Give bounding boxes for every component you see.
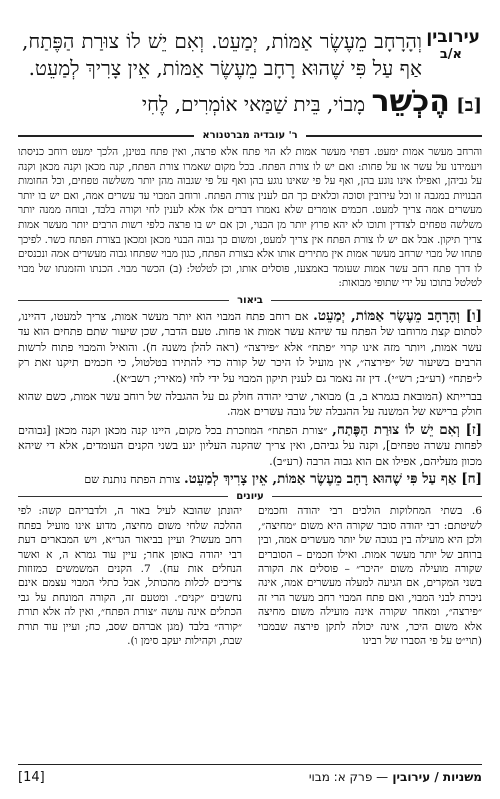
mishnah-continuation: וְהָרָחָב מֵעֶשֶׂר אַמּוֹת, יְמַעֵט. וְאִם יֵשׁ לוֹ צוּרַת הַפֶּתַח, אַף עַל פִּי שֶׁהוּא רָחָב מֵעֶשֶׂר אַמּוֹת, אֵין צָרִיךְ לְמַעֵט.: [22, 29, 422, 80]
mishnah-block: [18, 28, 482, 82]
biur-headword: [ו] וְהָרָחָב מֵעֶשֶׂר אַמּוֹת, יְמַעֵט.: [313, 307, 482, 324]
mishnah-2-headword: הֶכְשֵׁר: [371, 84, 450, 119]
biur-text: צורת הפתח נותנת שם: [84, 473, 181, 486]
iyunim-column-left: [18, 504, 242, 651]
book-title: משניות / עירובין: [392, 770, 482, 784]
biur-text: ״צורת הפתח״ המוזכרת בכל מקום, היינו קנה מכאן וקנה מכאן [גבוהים לפחות עשרה טפחים], וקנה על גביהם, ואין צריך שהקנה העליון יגע בשני הקנים העומדים, אלא די שיהא מכוון מעליהם, אפילו אם הוא גבוה הרבה (רע״ב).: [18, 423, 482, 468]
mishnah-2-start: [18, 84, 482, 120]
bartenura-text: והרחב מעשר אמות ימעט. דפתי מעשר אמות לא הוי פתח אלא פרצה, ואין פתח בטינן, הלכך ימעט רוחב כניסתו ויעמידנו על עשר או על פחות: ואם יש לו צורת הפתח. בכל מקום שאמרו צורת הפתח, קנה מכאן וקנה מכאן וקנה על גביהן, ואפילו אינו נוגע בהן, ואף על פי שאינו נוגע בהן ואף על פי שגבוה מהן יותר משלשה טפחים, וכל החומות הבנויות במגבה זו וכל עירובין וסוכה וכלאים כך הם לענין צורת הפתח. ורוחב המבוי עד עשרים אמה, ואם יש בו יותר מעשרים אמה צריך למעט. חכמים אומרים שלא נאמרו דברים אלו אלא לענין לחי וקורה בלבד, ובוחה ממנה יותר משלשה טפחים לצדדין ותוכו לא יהא פרוץ יותר מן הבנוי, וכן אם יש בו פרצה כלפי רשות הרבים יותר מעשר אמות צריך תיקון. אבל אם יש לו צורת הפתח אין צריך למעט, ומשום כך גבוה הבנוי מכאן ומכאן בצורת הפתח כשר. לפיכך פתחו של מבוי שרחב מעשר אמות אין מתירים אותו אלא בצורת הפתח, כגון מבוי שפתחו גבוה מעשרים אמה ונכנסים לו דרך פתח רחב עשר אמות שעומד באמצעו, פוסלים אותו, וכן לטלטל: (ב) הכשר מבוי. הכנתו והזמנתו של מבוי לטלטל בתוכו על ידי שתופי מבואות:: [18, 146, 482, 290]
divider: [18, 496, 228, 497]
biur-headword: [ז] וְאִם יֵשׁ לוֹ צוּרַת הַפֶּתַח,: [332, 421, 482, 438]
biur-label: ביאור: [237, 294, 263, 306]
biur-paragraph: [18, 423, 482, 469]
divider: [272, 496, 482, 497]
bartenura-commentary: [18, 145, 482, 291]
page-footer: [18, 764, 482, 785]
running-title: [309, 770, 482, 785]
biur-headword: [ח] אַף עַל פִּי שֶׁהוּא רָחָב מֵעֶשֶׂר אַמּוֹת, אֵין צָרִיךְ לְמַעֵט.: [183, 471, 482, 487]
page-number: [14]: [18, 770, 45, 785]
mishnah-2-text: מָבוֹי, בֵּית שַׁמַּאי אוֹמְרִים, לֶחִי: [141, 92, 366, 116]
bartenura-header: [18, 130, 482, 141]
tractate-marker: [422, 28, 482, 63]
divider: [306, 135, 482, 137]
divider: [18, 300, 229, 301]
tractate-name: עירובין: [426, 27, 480, 47]
divider: [271, 300, 482, 301]
biur-paragraph: [18, 472, 482, 487]
mishnah-2-number: [ב]: [456, 95, 482, 116]
bartenura-label: ר' עובדיה מברטנורא: [202, 130, 298, 141]
biur-header: [18, 295, 482, 306]
iyunim-text: יהונתן שהובא לעיל באור ה, ולדבריהם קשה: לפי ההלכה שלחי משום מחיצה, מדוע אינו מועיל בפתח רחב מעשר? ועיין בביאור הגר״א, ויש המבארים דעת רבי יהודה באופן אחר; עיין עוד גמרא ה, א ואשר הנחלים אות עח). 7. הקנים המשמשים כמזוזות צריכים לכלות מהכותל, אבל כתלי המבוי עצמם אינם נחשבים ״קנים״. ומטעם זה, הקורה המונחת על גבי הכתלים אינה עושה ״צורת הפתח״, ואין לה אלא תורת ״קורה״ בלבד (מגן אברהם שסב, כח; ועיין עוד תורת שבת, וקהילות יעקב סימן ו).: [18, 505, 242, 648]
biur-paragraph: [18, 309, 482, 386]
biur-text: אם רוחב פתח המבוי הוא יותר מעשר אמות, צריך למעטו, דהיינו, לסתום קצת מרוחבו של הפתח עד שיהא עשר אמות או פחות. טעם הדבר, שכן שיעור שתם פתחים הוא עד עשר אמות, ויותר מזה אינו קרוי ״פתח״ אלא ״פירצה״ (ראה להלן משנה ח). והואיל והמבוי פתוח לרשות הרבים בשיעור של ״פירצה״, אין מועיל לו היכר של קורה כדי להתירו בטלטול, כי חכמים תיקנו זאת רק ל״פתח״ (רע״ב; רש״י). דין זה נאמר גם לענין תיקון המבוי על ידי לחי (מאירי; רשב״א).: [18, 309, 482, 385]
divider: [18, 135, 194, 137]
chapter-title: — פרק א: מבוי: [308, 770, 389, 784]
mishnah-text: [18, 28, 422, 82]
iyunim-text: 6. בשתי המחלוקות הולכים רבי יהודה וחכמים לשיטתם: רבי יהודה סובר שקורה היא משום ״מחיצה״, ולכן היא מועילה בין בגובה של יותר מעשרים אמה, ובין ברוחב של יותר מעשר אמות. ואילו חכמים – הסוברים שקורה מועילה משום ״היכר״ – פוסלים את הקורה בשני המקרים, אם הגיעה למעלה מעשרים אמה, אינה ניכרת לבני המבוי, ואם פתח המבוי רחב מעשר הרי זה ״פירצה״, ומאחר שקורה אינה מועילה משום מחיצה אלא משום היכר, אינה יכולה לתקן פירצה שבמבוי (תוי״ט על פי הסברו של רבינו: [258, 505, 482, 648]
page-content: [18, 28, 482, 778]
iyunim-notes: [18, 504, 482, 651]
iyunim-label: עיונים: [236, 491, 264, 503]
biur-commentary: [18, 309, 482, 487]
chapter-ref: א/ב: [439, 47, 462, 62]
iyunim-header: [18, 491, 482, 502]
biur-paragraph: בברייתא (המובאת בגמרא ב, ב) מבואר, שרבי יהודה חולק גם על ההגבלה של רוחב עשר אמות, כשם שהוא חולק ברישא של המשנה על ההגבלה של גובה עשרים אמה.: [18, 389, 482, 419]
iyunim-column-right: [258, 504, 482, 651]
